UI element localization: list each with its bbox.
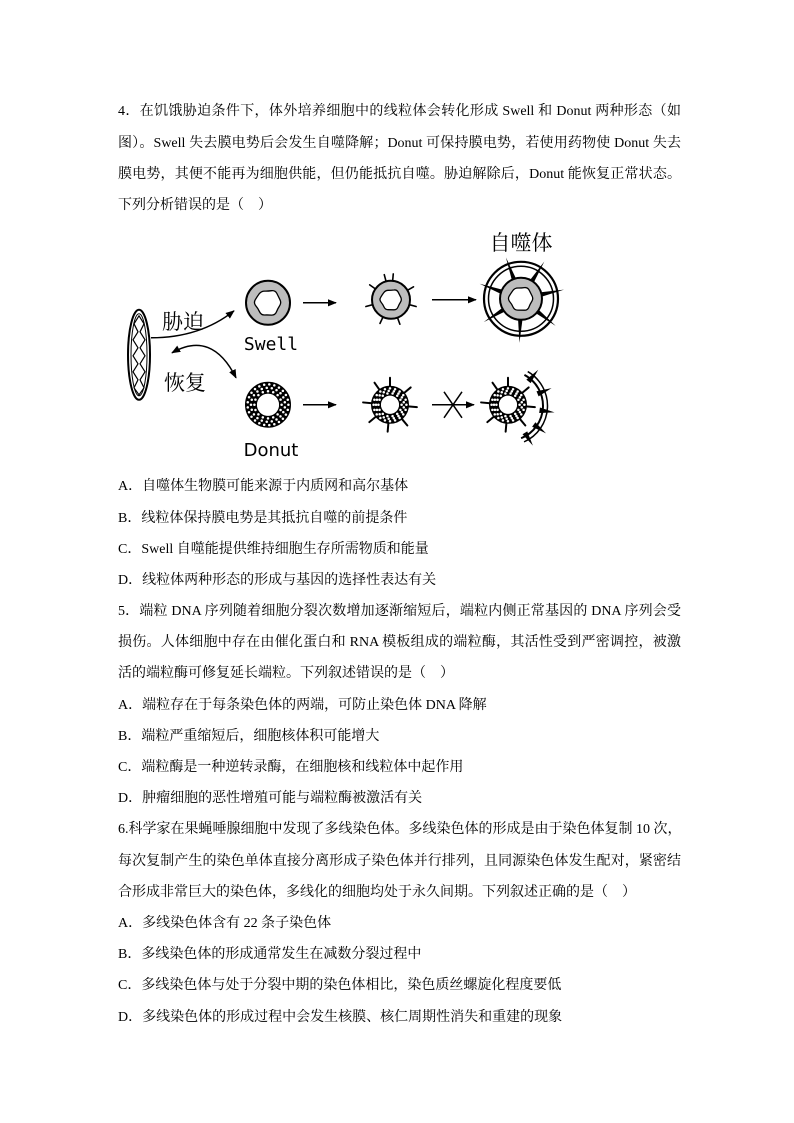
donut-ring-dot — [263, 384, 265, 386]
question-4-option-d: D．线粒体两种形态的形成与基因的选择性表达有关 — [118, 572, 437, 588]
question-6 — [118, 814, 681, 1032]
donut-ring-dot — [391, 392, 393, 394]
question-5 — [118, 596, 681, 814]
donut-ring-dot — [279, 392, 281, 394]
membrane-spike — [493, 383, 498, 390]
donut-ring-dot — [268, 424, 270, 426]
membrane-spike — [369, 417, 376, 423]
donut-ring-dot — [254, 409, 256, 411]
donut-ring-dot — [276, 394, 278, 396]
donut-ring-dot — [397, 415, 399, 417]
donut-ring-dot — [522, 409, 524, 411]
membrane-spike — [402, 419, 408, 426]
donut-ring-dot — [514, 413, 516, 415]
donut-ring-dot — [403, 406, 405, 408]
donut-ring-dot — [247, 401, 249, 403]
donut-ring-dot — [403, 401, 405, 403]
question-4-stem-line-3: 膜电势，其便不能再为细胞供能，但仍能抵抗自噬。胁迫解除后，Donut 能恢复正常状态。 — [118, 166, 681, 182]
donut-ring-dot — [267, 417, 269, 419]
donut-ring-dot — [250, 404, 252, 406]
donut-ring-dot — [399, 409, 401, 411]
donut-ring-dot — [496, 399, 498, 401]
donut-ring-dot — [393, 417, 395, 419]
swell-depolarized-mitochondrion — [366, 274, 416, 324]
donut-ring-dot — [522, 399, 524, 401]
autophagosome — [480, 258, 564, 343]
donut-ring-dot — [399, 399, 401, 401]
membrane-spike — [408, 407, 417, 408]
donut-ring-dot — [504, 392, 506, 394]
donut-ring-dot — [402, 394, 404, 396]
donut-ring-dot — [514, 395, 516, 397]
donut-ring-dot — [379, 417, 381, 419]
question-6-stem-line-3: 合形成非常巨大的染色体，多线化的细胞均处于永久间期。下列叙述正确的是（ ） — [118, 884, 636, 900]
donut-ring-dot — [272, 391, 274, 393]
donut-ring-dot — [401, 411, 403, 413]
donut-ring-dot — [398, 390, 400, 392]
donut-ring-dot — [387, 390, 389, 392]
question-6-option-d: D．多线染色体的形成过程中会发生核膜、核仁周期性消失和重建的现象 — [118, 1009, 563, 1025]
donut-ring-dot — [282, 411, 284, 413]
donut-mitochondrion — [247, 383, 290, 426]
donut-ring-dot — [278, 386, 280, 388]
donut-ring-dot — [400, 404, 402, 406]
donut-ring-dot — [261, 388, 263, 390]
donut-ring-dot — [372, 404, 374, 406]
donut-ring-dot — [383, 416, 385, 418]
donut-ring-dot — [279, 398, 281, 400]
membrane-spike — [487, 417, 494, 423]
membrane-spike — [363, 403, 372, 404]
membrane-spike — [522, 388, 529, 394]
mitochondria-diagram — [118, 221, 681, 471]
donut-ring-dot — [376, 409, 378, 411]
donut-ring-dot — [516, 390, 518, 392]
donut-ring-dot — [257, 413, 259, 415]
membrane-spike — [526, 407, 535, 408]
question-4-option-b: B．线粒体保持膜电势是其抵抗自噬的前提条件 — [118, 510, 408, 526]
donut-ring-dot — [505, 390, 507, 392]
question-5-option-c: C．端粒酶是一种逆转录酶，在细胞核和线粒体中起作用 — [118, 760, 464, 776]
donut-ring-dot — [493, 413, 495, 415]
donut-ring-dot — [248, 396, 250, 398]
donut-ring-dot — [386, 392, 388, 394]
donut-ring-dot — [515, 393, 517, 395]
donut-ring-dot — [496, 394, 498, 396]
donut-ring-dot — [496, 413, 498, 415]
donut-ring-dot — [391, 415, 393, 417]
donut-ring-dot — [398, 417, 400, 419]
donut-ring-dot — [375, 413, 377, 415]
mitochondria-morphology-figure — [118, 221, 681, 471]
donut-ring-dot — [523, 404, 525, 406]
question-4-stem-line-4: 下列分析错误的是（ ） — [118, 197, 272, 213]
donut-ring-dot — [373, 409, 375, 411]
question-5-option-a: A．端粒存在于每条染色体的两端，可防止染色体 DNA 降解 — [118, 697, 487, 713]
question-5-stem-line-2: 损伤。人体细胞中存在由催化蛋白和 RNA 模板组成的端粒酶，其活性受到严密调控，被激 — [118, 635, 681, 651]
donut-ring-dot — [396, 395, 398, 397]
recovery-label: 恢复 — [164, 370, 207, 395]
question-5-stem-line-1: 5．端粒 DNA 序列随着细胞分裂次数增加逐渐缩短后，端粒内侧正常基因的 DNA 序列会受 — [118, 604, 681, 620]
donut-ring-dot — [271, 420, 273, 422]
donut-ring-dot — [285, 394, 287, 396]
donut-ring-dot — [516, 417, 518, 419]
donut-ring-dot — [502, 419, 504, 421]
donut-ring-dot — [282, 418, 284, 420]
donut-ring-dot — [507, 387, 509, 389]
donut-ring-dot — [502, 388, 504, 390]
donut-ring-dot — [386, 415, 388, 417]
donut-ring-dot — [504, 415, 506, 417]
donut-ring-dot — [497, 417, 499, 419]
donut-ring-dot — [256, 390, 258, 392]
page-content — [118, 96, 681, 1032]
donut-ring-dot — [509, 392, 511, 394]
donut-ring-dot — [379, 390, 381, 392]
question-6-option-c: C．多线染色体与处于分裂中期的染色体相比，染色质丝螺旋化程度要低 — [118, 978, 562, 994]
question-6-option-b: B．多线染色体的形成通常发生在减数分裂过程中 — [118, 947, 422, 963]
donut-ring-dot — [378, 394, 380, 396]
donut-ring-dot — [268, 383, 270, 385]
donut-ring-dot — [494, 409, 496, 411]
donut-ring-dot — [280, 404, 282, 406]
donut-ring-dot — [265, 421, 267, 423]
donut-ring-dot — [519, 411, 521, 413]
membrane-spike — [388, 423, 389, 432]
donut-ring-dot — [287, 399, 289, 401]
membrane-spike — [520, 419, 526, 426]
donut-ring-dot — [253, 404, 255, 406]
membrane-spike — [404, 388, 411, 394]
donut-ring-dot — [515, 415, 517, 417]
autophagosome-label: 自噬体 — [489, 230, 553, 255]
donut-ring-dot — [278, 421, 280, 423]
donut-ring-dot — [501, 416, 503, 418]
donut-ring-dot — [397, 393, 399, 395]
donut-ring-dot — [256, 417, 258, 419]
donut-ring-dot — [497, 390, 499, 392]
donut-ring-dot — [493, 404, 495, 406]
donut-ring-dot — [378, 413, 380, 415]
membrane-spike — [375, 383, 380, 390]
donut-ring-dot — [521, 406, 523, 408]
donut-ring-dot — [495, 404, 497, 406]
donut-ring-dot — [254, 419, 256, 421]
donut-ring-dot — [273, 423, 275, 425]
donut-depolarized-mitochondrion — [363, 378, 417, 432]
donut-ring-dot — [375, 404, 377, 406]
membrane-spike — [481, 403, 490, 404]
donut-ring-dot — [250, 392, 252, 394]
donut-ring-dot — [261, 420, 263, 422]
donut-ring-dot — [284, 406, 286, 408]
question-5-stem-line-3: 活的端粒酶可修复延长端粒。下列叙述错误的是（ ） — [118, 666, 454, 682]
donut-ring-dot — [287, 404, 289, 406]
donut-ring-dot — [404, 409, 406, 411]
donut-ring-dot — [500, 413, 502, 415]
donut-hole — [499, 396, 517, 414]
donut-ring-dot — [393, 390, 395, 392]
donut-ring-dot — [271, 387, 273, 389]
donut-ring-dot — [512, 388, 514, 390]
donut-ring-dot — [404, 399, 406, 401]
donut-ring-dot — [262, 391, 264, 393]
donut-ring-dot — [402, 413, 404, 415]
donut-ring-dot — [389, 387, 391, 389]
donut-ring-dot — [389, 420, 391, 422]
donut-ring-dot — [275, 389, 277, 391]
donut-ring-dot — [383, 391, 385, 393]
donut-ring-dot — [517, 399, 519, 401]
question-4-option-c: C．Swell 自噬能提供维持细胞生存所需物质和能量 — [118, 541, 429, 557]
donut-label: Donut — [243, 439, 299, 461]
donut-ring-dot — [262, 416, 264, 418]
donut-ring-dot — [253, 413, 255, 415]
donut-ring-dot — [282, 390, 284, 392]
donut-ring-dot — [518, 404, 520, 406]
donut-ring-dot — [272, 416, 274, 418]
donut-ring-dot — [254, 388, 256, 390]
question-6-stem-line-2: 每次复制产生的染色单体直接分离形成子染色体并行排列，且同源染色体发生配对，紧密结 — [118, 853, 681, 869]
donut-ring-dot — [273, 384, 275, 386]
donut-hole — [257, 394, 279, 416]
donut-ring-dot — [265, 387, 267, 389]
donut-ring-dot — [276, 413, 278, 415]
donut-ring-dot — [396, 413, 398, 415]
donut-ring-dot — [284, 401, 286, 403]
donut-ring-dot — [287, 409, 289, 411]
donut-ring-dot — [394, 419, 396, 421]
donut-ring-dot — [375, 394, 377, 396]
question-5-option-b: B．端粒严重缩短后，细胞核体积可能增大 — [118, 728, 380, 744]
donut-ring-dot — [517, 409, 519, 411]
donut-ring-dot — [405, 404, 407, 406]
normal-mitochondrion — [128, 310, 150, 400]
donut-ring-dot — [501, 391, 503, 393]
donut-ring-dot — [377, 404, 379, 406]
donut-ring-dot — [282, 396, 284, 398]
donut-ring-dot — [373, 399, 375, 401]
donut-ring-dot — [263, 424, 265, 426]
donut-ring-dot — [394, 388, 396, 390]
donut-ring-dot — [387, 418, 389, 420]
donut-ring-dot — [258, 385, 260, 387]
question-6-stem-line-1: 6.科学家在果蝇唾腺细胞中发现了多线染色体。多线染色体的形成是由于染色体复制 10 次， — [118, 822, 681, 838]
donut-ring-dot — [512, 419, 514, 421]
question-4-stem-line-2: 图）。Swell 失去膜电势后会发生自噬降解；Donut 可保持膜电势，若使用药物使 Donut 失去 — [118, 135, 681, 151]
donut-ring-dot — [493, 394, 495, 396]
donut-ring-dot — [254, 398, 256, 400]
donut-ring-dot — [250, 416, 252, 418]
donut-ring-dot — [253, 394, 255, 396]
donut-ring-dot — [511, 390, 513, 392]
donut-ring-dot — [382, 413, 384, 415]
donut-ring-dot — [384, 388, 386, 390]
donut-ring-dot — [248, 411, 250, 413]
donut-ring-dot — [251, 399, 253, 401]
donut-ring-dot — [505, 418, 507, 420]
question-6-option-a: A．多线染色体含有 22 条子染色体 — [118, 915, 332, 931]
donut-ring-dot — [279, 409, 281, 411]
donut-ring-dot — [251, 409, 253, 411]
donut-ring-dot — [521, 401, 523, 403]
donut-ring-dot — [520, 413, 522, 415]
donut-ring-dot — [267, 390, 269, 392]
donut-ring-dot — [275, 418, 277, 420]
donut-ring-dot — [491, 409, 493, 411]
donut-ring-dot — [520, 394, 522, 396]
question-4-option-a: A．自噬体生物膜可能来源于内质网和高尔基体 — [118, 479, 409, 495]
membrane-spike — [506, 423, 507, 432]
swell-label: Swell — [243, 333, 299, 355]
blocked-arrow — [432, 392, 474, 418]
donut-ring-dot — [378, 409, 380, 411]
donut-ring-dot — [491, 399, 493, 401]
donut-ring-dot — [257, 394, 259, 396]
donut-ring-dot — [279, 415, 281, 417]
donut-ring-dot — [511, 417, 513, 419]
question-4-stem-line-1: 4．在饥饿胁迫条件下，体外培养细胞中的线粒体会转化形成 Swell 和 Donut 两种形态（如 — [118, 104, 681, 120]
donut-ring-dot — [401, 396, 403, 398]
donut-ring-dot — [509, 415, 511, 417]
donut-ring-dot — [519, 396, 521, 398]
donut-ring-dot — [507, 420, 509, 422]
donut-ring-dot — [376, 399, 378, 401]
donut-ring-dot — [378, 399, 380, 401]
donut-ring-dot — [494, 399, 496, 401]
donut-ring-dot — [496, 409, 498, 411]
question-4 — [118, 96, 681, 596]
question-5-option-d: D．肿瘤细胞的恶性增殖可能与端粒酶被激活有关 — [118, 791, 423, 807]
donut-ring-dot — [382, 395, 384, 397]
donut-ring-dot — [500, 395, 502, 397]
donut-ring-dot — [258, 422, 260, 424]
stress-label: 胁迫 — [162, 309, 205, 334]
swell-mitochondrion — [246, 281, 290, 325]
donut-resisting-autophagy — [481, 370, 554, 446]
donut-ring-dot — [490, 404, 492, 406]
donut-hole — [381, 396, 399, 414]
donut-ring-dot — [384, 419, 386, 421]
donut-ring-dot — [247, 406, 249, 408]
donut-ring-dot — [285, 414, 287, 416]
